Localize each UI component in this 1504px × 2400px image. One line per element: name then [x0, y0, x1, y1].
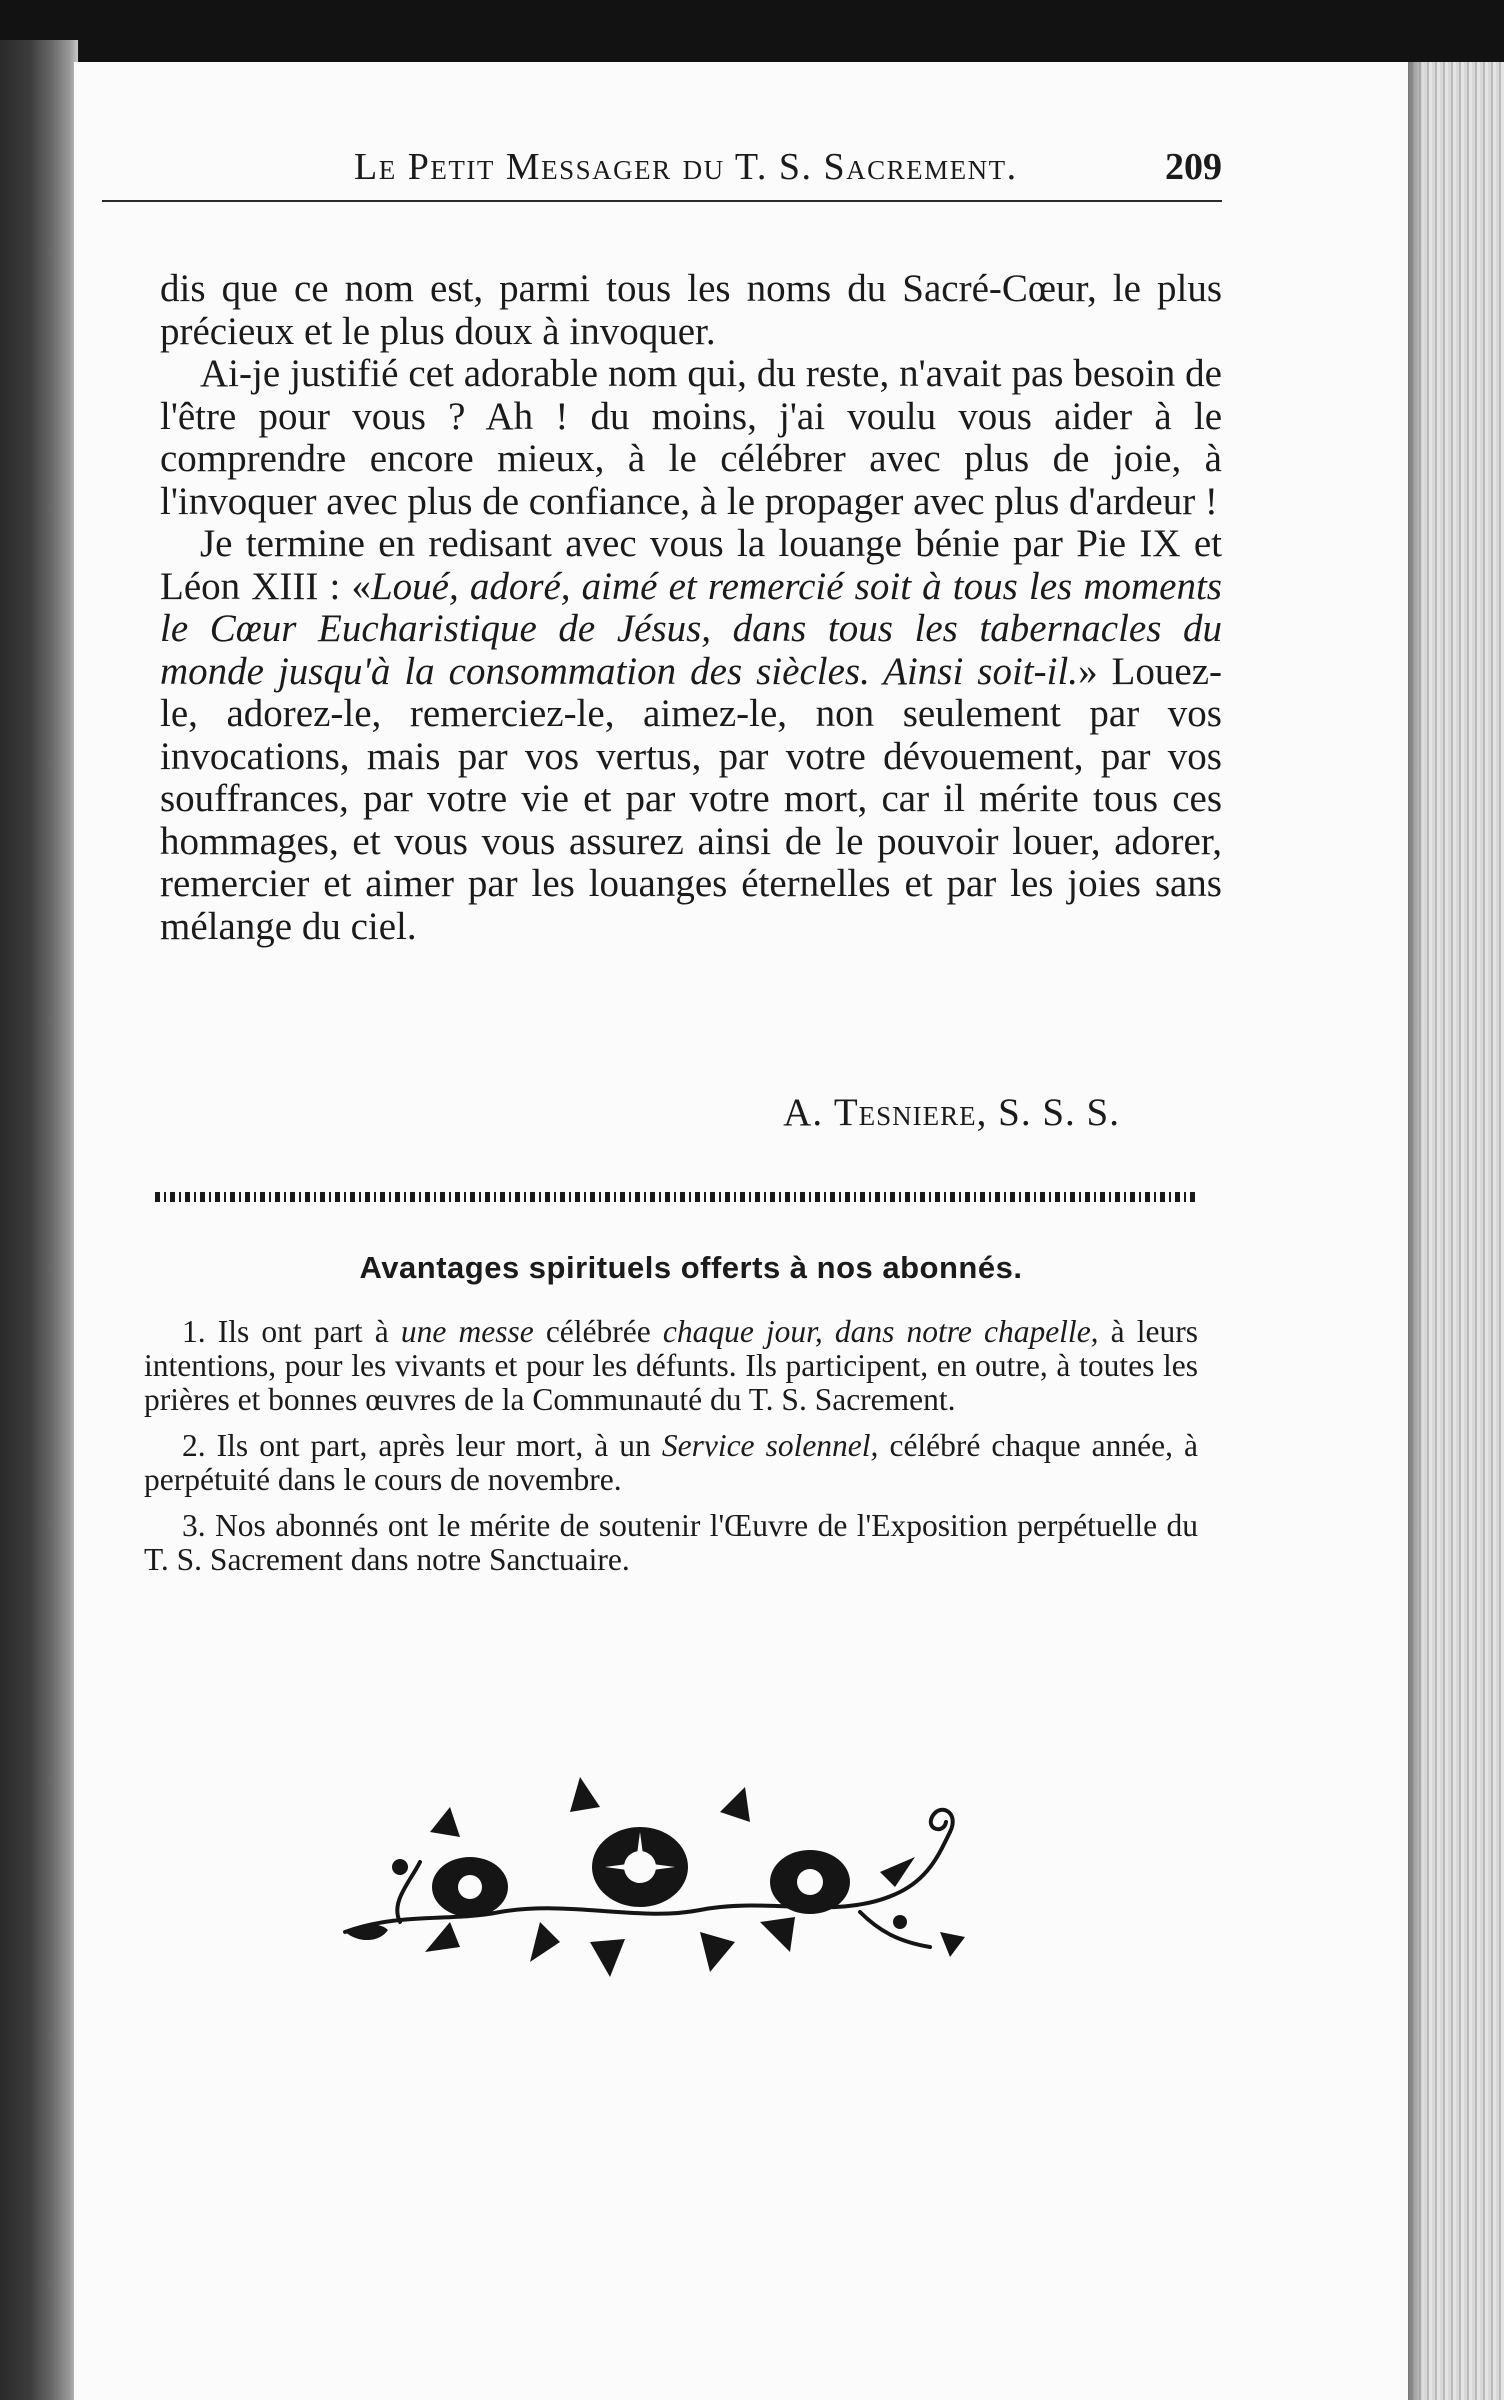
benefit-item-2 — [144, 1429, 1198, 1497]
floral-vignette-icon — [340, 1772, 980, 1982]
signature-suffix: , S. S. S. — [976, 1091, 1120, 1134]
running-header — [102, 145, 1222, 201]
page-stack-shadow — [1408, 62, 1424, 2400]
benefit-1-text-c: à leurs intentions, pour les vivants et pour les défunts. Ils participent, en outre, à toutes les prières et bonnes œuvres de la Communauté du T. S. Sacrement. — [144, 1314, 1198, 1417]
benefit-1-emphasis-b: chaque jour, dans notre chapelle, — [662, 1314, 1099, 1349]
quoted-prayer: Loué, adoré, aimé et remercié soit à tous les moments le Cœur Eucharistique de Jésus, dans tous les tabernacles du monde jusqu'à la consommation des siècles. Ainsi soit-il. — [160, 564, 1222, 693]
book-binding-edge — [0, 40, 78, 2400]
body-text — [160, 268, 1222, 948]
scanner-background — [0, 0, 1504, 62]
paragraph-2: Ai-je justifié cet adorable nom qui, du reste, n'avait pas besoin de l'être pour vous ? Ah ! du moins, j'ai voulu vous aider à le comprendre encore mieux, à le célébrer avec plus de joie, à l'invoquer avec plus de confiance, à le propager avec plus d'ardeur ! — [160, 352, 1222, 523]
page-number: 209 — [1165, 146, 1222, 188]
benefit-1-emphasis-a: une messe — [400, 1314, 534, 1349]
paragraph-3 — [160, 523, 1222, 948]
paragraph-3-start: Je termine en redisant avec vous la louange bénie par Pie IX et Léon XIII : « — [160, 522, 1222, 608]
benefit-2-text-a: 2. Ils ont part, après leur mort, à un — [182, 1428, 662, 1463]
benefits-list — [144, 1315, 1198, 1589]
header-rule — [102, 200, 1222, 202]
signature-name: Tesniere — [833, 1091, 977, 1134]
benefit-item-3: 3. Nos abonnés ont le mérite de soutenir l'Œuvre de l'Exposition perpétuelle du T. S. Sacrement dans notre Sanctuaire. — [144, 1508, 1198, 1577]
dotted-divider — [155, 1192, 1199, 1202]
paragraph-3-end: » Louez-le, adorez-le, remerciez-le, aimez-le, non seulement par vos invocations, mais par vos vertus, par votre dévouement, par vos souffrances, par votre vie et par votre mort, car il mérite tous ces hommages, et vous vous assurez ainsi de le pouvoir louer, adorer, remercier et aimer par les louanges éternelles et par les joies sans mélange du ciel. — [160, 649, 1222, 948]
benefit-1-text-a: 1. Ils ont part à — [182, 1314, 401, 1349]
header-title: Le Petit Messager du T. S. Sacrement. — [354, 146, 1018, 188]
author-signature — [160, 1090, 1120, 1135]
signature-initial: A. — [783, 1091, 824, 1134]
benefit-1-text-b: célébrée — [533, 1314, 663, 1349]
benefit-2-text-b: célébré chaque année, à perpétuité dans le cours de novembre. — [144, 1428, 1198, 1497]
paragraph-1: dis que ce nom est, parmi tous les noms du Sacré-Cœur, le plus précieux et le plus doux à invoquer. — [160, 267, 1222, 353]
benefit-2-emphasis: Service solennel, — [661, 1428, 879, 1463]
section-title: Avantages spirituels offerts à nos abonnés. — [359, 1250, 1023, 1285]
benefit-item-1 — [144, 1315, 1198, 1417]
